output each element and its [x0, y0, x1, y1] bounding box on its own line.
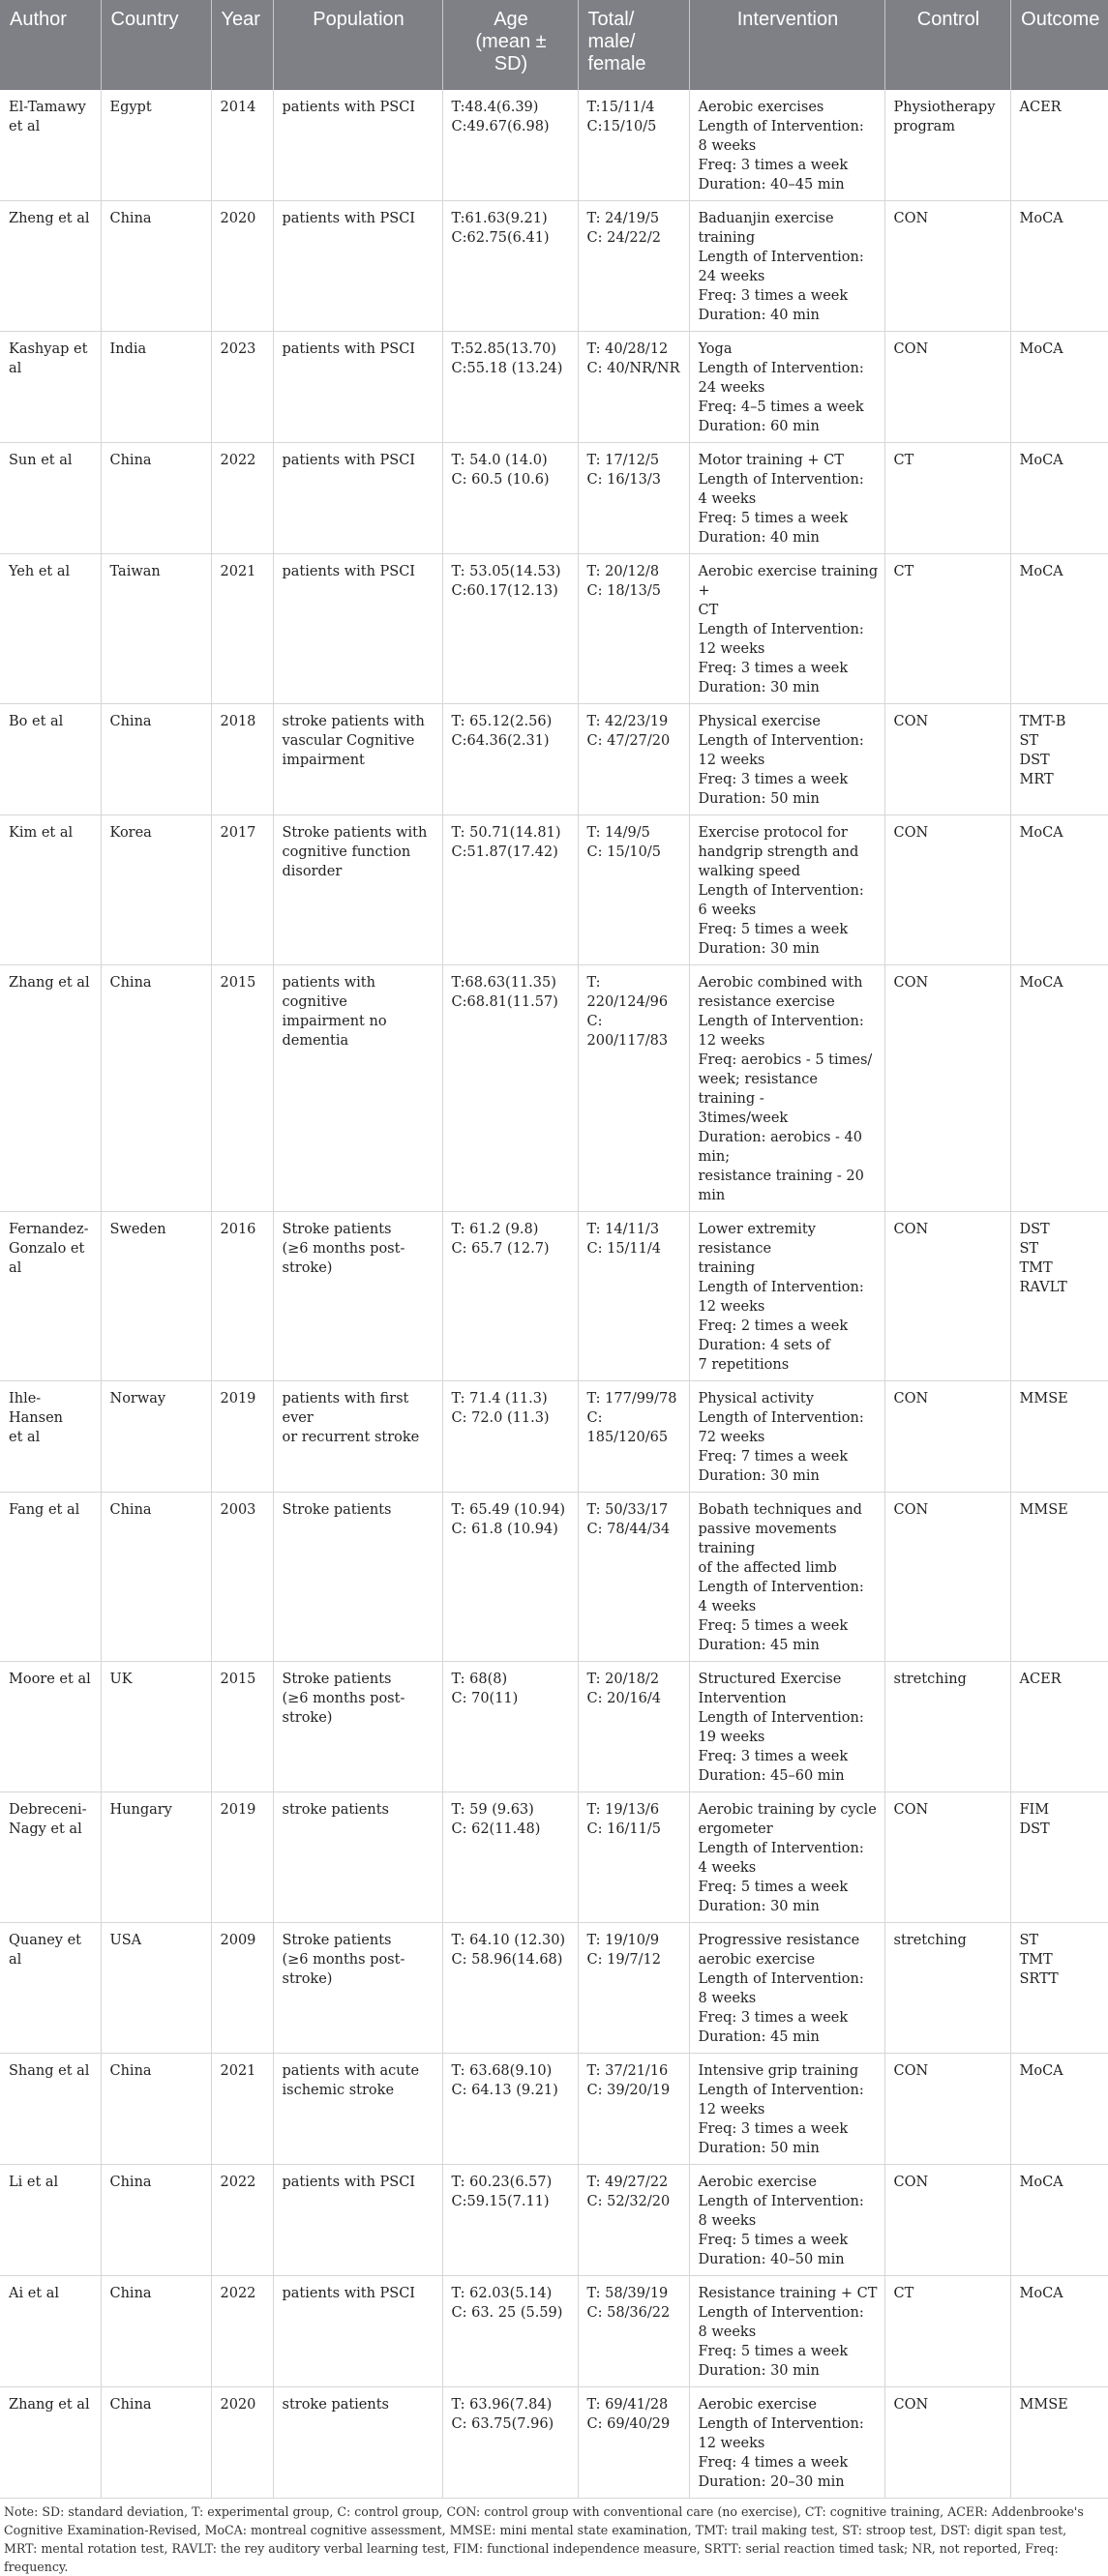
cell-author: Quaney et al — [0, 1923, 101, 2054]
table-header-row — [0, 0, 1108, 90]
cell-intervention: Intensive grip training Length of Intervention: 12 weeks Freq: 3 times a week Duration: 50 min — [689, 2054, 884, 2165]
cell-country: China — [101, 2387, 211, 2499]
cell-total: T: 40/28/12 C: 40/NR/NR — [578, 332, 689, 443]
cell-author: Moore et al — [0, 1662, 101, 1792]
table-row — [0, 332, 1108, 443]
table-row — [0, 2387, 1108, 2499]
cell-age: T: 71.4 (11.3) C: 72.0 (11.3) — [442, 1381, 578, 1493]
cell-control: stretching — [884, 1923, 1010, 2054]
cell-age: T: 65.49 (10.94) C: 61.8 (10.94) — [442, 1493, 578, 1662]
cell-age: T: 60.23(6.57) C:59.15(7.11) — [442, 2165, 578, 2276]
table-row — [0, 1493, 1108, 1662]
cell-total: T: 24/19/5 C: 24/22/2 — [578, 201, 689, 332]
cell-country: China — [101, 2054, 211, 2165]
cell-country: China — [101, 965, 211, 1212]
header-author: Author — [0, 0, 101, 90]
table-row — [0, 443, 1108, 554]
cell-total: T: 69/41/28 C: 69/40/29 — [578, 2387, 689, 2499]
cell-total: T: 20/18/2 C: 20/16/4 — [578, 1662, 689, 1792]
table-row — [0, 90, 1108, 201]
cell-author: Debreceni- Nagy et al — [0, 1792, 101, 1923]
cell-population: patients with PSCI — [273, 554, 442, 704]
cell-outcome: MoCA — [1010, 965, 1108, 1212]
cell-population: patients with PSCI — [273, 90, 442, 201]
cell-year: 2021 — [211, 2054, 273, 2165]
cell-author: Li et al — [0, 2165, 101, 2276]
cell-total: T: 14/11/3 C: 15/11/4 — [578, 1212, 689, 1381]
cell-author: Fang et al — [0, 1493, 101, 1662]
table-row — [0, 1792, 1108, 1923]
cell-outcome: FIM DST — [1010, 1792, 1108, 1923]
cell-year: 2020 — [211, 2387, 273, 2499]
cell-total: T: 19/13/6 C: 16/11/5 — [578, 1792, 689, 1923]
cell-control: CON — [884, 2165, 1010, 2276]
cell-total: T: 177/99/78 C: 185/120/65 — [578, 1381, 689, 1493]
cell-age: T:48.4(6.39) C:49.67(6.98) — [442, 90, 578, 201]
cell-age: T: 59 (9.63) C: 62(11.48) — [442, 1792, 578, 1923]
cell-outcome: MoCA — [1010, 332, 1108, 443]
cell-population: Stroke patients (≥6 months post- stroke) — [273, 1662, 442, 1792]
cell-year: 2015 — [211, 1662, 273, 1792]
cell-population: Stroke patients with cognitive function disorder — [273, 815, 442, 965]
cell-year: 2018 — [211, 704, 273, 815]
cell-control: stretching — [884, 1662, 1010, 1792]
table-row — [0, 1212, 1108, 1381]
table-row — [0, 2276, 1108, 2387]
cell-population: Stroke patients — [273, 1493, 442, 1662]
cell-year: 2017 — [211, 815, 273, 965]
cell-intervention: Aerobic training by cycle ergometer Length of Intervention: 4 weeks Freq: 5 times a week Duration: 30 min — [689, 1792, 884, 1923]
cell-age: T: 63.68(9.10) C: 64.13 (9.21) — [442, 2054, 578, 2165]
cell-age: T: 62.03(5.14) C: 63. 25 (5.59) — [442, 2276, 578, 2387]
cell-author: Yeh et al — [0, 554, 101, 704]
cell-age: T: 68(8) C: 70(11) — [442, 1662, 578, 1792]
cell-total: T: 50/33/17 C: 78/44/34 — [578, 1493, 689, 1662]
cell-control: CON — [884, 2054, 1010, 2165]
cell-year: 2021 — [211, 554, 273, 704]
cell-population: patients with PSCI — [273, 2165, 442, 2276]
cell-year: 2019 — [211, 1792, 273, 1923]
cell-intervention: Resistance training + CT Length of Intervention: 8 weeks Freq: 5 times a week Duration: 30 min — [689, 2276, 884, 2387]
header-total: Total/ male/ female — [578, 0, 689, 90]
cell-intervention: Physical activity Length of Intervention: 72 weeks Freq: 7 times a week Duration: 30 min — [689, 1381, 884, 1493]
cell-intervention: Physical exercise Length of Intervention: 12 weeks Freq: 3 times a week Duration: 50 min — [689, 704, 884, 815]
cell-control: Physiotherapy program — [884, 90, 1010, 201]
cell-control: CT — [884, 554, 1010, 704]
cell-age: T: 50.71(14.81) C:51.87(17.42) — [442, 815, 578, 965]
cell-age: T: 61.2 (9.8) C: 65.7 (12.7) — [442, 1212, 578, 1381]
cell-control: CON — [884, 1792, 1010, 1923]
table-row — [0, 1923, 1108, 2054]
cell-intervention: Aerobic exercise Length of Intervention: 8 weeks Freq: 5 times a week Duration: 40–50 min — [689, 2165, 884, 2276]
cell-population: patients with acute ischemic stroke — [273, 2054, 442, 2165]
cell-total: T: 220/124/96 C: 200/117/83 — [578, 965, 689, 1212]
cell-year: 2003 — [211, 1493, 273, 1662]
cell-author: Zhang et al — [0, 2387, 101, 2499]
cell-control: CON — [884, 965, 1010, 1212]
cell-population: stroke patients — [273, 2387, 442, 2499]
cell-country: China — [101, 201, 211, 332]
cell-outcome: MMSE — [1010, 2387, 1108, 2499]
cell-author: Ihle-Hansen et al — [0, 1381, 101, 1493]
cell-year: 2009 — [211, 1923, 273, 2054]
cell-age: T: 53.05(14.53) C:60.17(12.13) — [442, 554, 578, 704]
cell-intervention: Bobath techniques and passive movements training of the affected limb Length of Intervention: 4 weeks Freq: 5 times a week Duration: 45 min — [689, 1493, 884, 1662]
cell-total: T:15/11/4 C:15/10/5 — [578, 90, 689, 201]
cell-year: 2016 — [211, 1212, 273, 1381]
cell-year: 2022 — [211, 2276, 273, 2387]
cell-country: China — [101, 2165, 211, 2276]
header-intervention: Intervention — [689, 0, 884, 90]
cell-outcome: ACER — [1010, 90, 1108, 201]
cell-control: CON — [884, 815, 1010, 965]
cell-country: Sweden — [101, 1212, 211, 1381]
cell-outcome: MoCA — [1010, 201, 1108, 332]
cell-country: UK — [101, 1662, 211, 1792]
cell-country: China — [101, 1493, 211, 1662]
cell-outcome: MMSE — [1010, 1381, 1108, 1493]
table-row — [0, 704, 1108, 815]
table-footnote: Note: SD: standard deviation, T: experimental group, C: control group, CON: control group with conventional care (no exercise), CT: cognitive training, ACER: Addenbrooke's Cognitive Examination-Revised, MoCA: montreal cognitive assessment, MMSE: mini mental state examination, TMT: trail making test, ST: stroop test, DST: digit span test, MRT: mental rotation test, RAVLT: the rey auditory verbal learning test, FIM: functional independence measure, SRTT: serial reaction timed task; NR, not reported, Freq: frequency. — [4, 2504, 1084, 2574]
cell-outcome: ACER — [1010, 1662, 1108, 1792]
cell-control: CON — [884, 704, 1010, 815]
cell-population: stroke patients — [273, 1792, 442, 1923]
cell-total: T: 19/10/9 C: 19/7/12 — [578, 1923, 689, 2054]
cell-age: T: 65.12(2.56) C:64.36(2.31) — [442, 704, 578, 815]
cell-outcome: TMT-B ST DST MRT — [1010, 704, 1108, 815]
table-body — [0, 90, 1108, 2499]
cell-outcome: MoCA — [1010, 2054, 1108, 2165]
header-population: Population — [273, 0, 442, 90]
cell-intervention: Motor training + CT Length of Intervention: 4 weeks Freq: 5 times a week Duration: 40 min — [689, 443, 884, 554]
cell-country: Norway — [101, 1381, 211, 1493]
cell-population: Stroke patients (≥6 months post- stroke) — [273, 1923, 442, 2054]
cell-control: CON — [884, 332, 1010, 443]
cell-author: Shang et al — [0, 2054, 101, 2165]
header-age: Age (mean ± SD) — [442, 0, 578, 90]
cell-control: CON — [884, 201, 1010, 332]
cell-outcome: DST ST TMT RAVLT — [1010, 1212, 1108, 1381]
cell-population: patients with first ever or recurrent stroke — [273, 1381, 442, 1493]
table-row — [0, 815, 1108, 965]
header-year: Year — [211, 0, 273, 90]
cell-year: 2022 — [211, 443, 273, 554]
table-row — [0, 201, 1108, 332]
cell-intervention: Exercise protocol for handgrip strength and walking speed Length of Intervention: 6 weeks Freq: 5 times a week Duration: 30 min — [689, 815, 884, 965]
cell-country: Hungary — [101, 1792, 211, 1923]
cell-intervention: Aerobic exercises Length of Intervention: 8 weeks Freq: 3 times a week Duration: 40–45 min — [689, 90, 884, 201]
cell-author: Bo et al — [0, 704, 101, 815]
cell-author: Kashyap et al — [0, 332, 101, 443]
cell-author: El-Tamawy et al — [0, 90, 101, 201]
header-outcome: Outcome — [1010, 0, 1108, 90]
cell-population: patients with PSCI — [273, 443, 442, 554]
cell-total: T: 17/12/5 C: 16/13/3 — [578, 443, 689, 554]
cell-year: 2022 — [211, 2165, 273, 2276]
cell-author: Ai et al — [0, 2276, 101, 2387]
cell-author: Sun et al — [0, 443, 101, 554]
cell-country: Korea — [101, 815, 211, 965]
cell-control: CT — [884, 2276, 1010, 2387]
cell-population: stroke patients with vascular Cognitive impairment — [273, 704, 442, 815]
cell-age: T: 63.96(7.84) C: 63.75(7.96) — [442, 2387, 578, 2499]
cell-population: patients with cognitive impairment no dementia — [273, 965, 442, 1212]
cell-age: T:68.63(11.35) C:68.81(11.57) — [442, 965, 578, 1212]
cell-intervention: Aerobic combined with resistance exercise Length of Intervention: 12 weeks Freq: aerobics - 5 times/ week; resistance training - 3times/week Duration: aerobics - 40 min; resistance training - 20 min — [689, 965, 884, 1212]
cell-total: T: 20/12/8 C: 18/13/5 — [578, 554, 689, 704]
cell-age: T:61.63(9.21) C:62.75(6.41) — [442, 201, 578, 332]
cell-control: CT — [884, 443, 1010, 554]
cell-author: Kim et al — [0, 815, 101, 965]
cell-total: T: 49/27/22 C: 52/32/20 — [578, 2165, 689, 2276]
cell-author: Zhang et al — [0, 965, 101, 1212]
cell-control: CON — [884, 1212, 1010, 1381]
cell-country: China — [101, 2276, 211, 2387]
cell-intervention: Lower extremity resistance training Length of Intervention: 12 weeks Freq: 2 times a week Duration: 4 sets of 7 repetitions — [689, 1212, 884, 1381]
cell-country: Taiwan — [101, 554, 211, 704]
cell-year: 2014 — [211, 90, 273, 201]
cell-author: Zheng et al — [0, 201, 101, 332]
cell-intervention: Yoga Length of Intervention: 24 weeks Freq: 4–5 times a week Duration: 60 min — [689, 332, 884, 443]
cell-author: Fernandez- Gonzalo et al — [0, 1212, 101, 1381]
cell-outcome: MoCA — [1010, 443, 1108, 554]
cell-intervention: Aerobic exercise training + CT Length of Intervention: 12 weeks Freq: 3 times a week Duration: 30 min — [689, 554, 884, 704]
cell-outcome: MoCA — [1010, 815, 1108, 965]
table-row — [0, 2165, 1108, 2276]
cell-outcome: MoCA — [1010, 554, 1108, 704]
cell-year: 2019 — [211, 1381, 273, 1493]
header-country: Country — [101, 0, 211, 90]
cell-country: India — [101, 332, 211, 443]
cell-outcome: MoCA — [1010, 2165, 1108, 2276]
cell-population: Stroke patients (≥6 months post- stroke) — [273, 1212, 442, 1381]
cell-intervention: Structured Exercise Intervention Length of Intervention: 19 weeks Freq: 3 times a week Duration: 45–60 min — [689, 1662, 884, 1792]
cell-age: T: 54.0 (14.0) C: 60.5 (10.6) — [442, 443, 578, 554]
cell-year: 2020 — [211, 201, 273, 332]
cell-year: 2015 — [211, 965, 273, 1212]
cell-control: CON — [884, 1493, 1010, 1662]
cell-total: T: 37/21/16 C: 39/20/19 — [578, 2054, 689, 2165]
cell-total: T: 14/9/5 C: 15/10/5 — [578, 815, 689, 965]
table-row — [0, 1662, 1108, 1792]
cell-population: patients with PSCI — [273, 332, 442, 443]
cell-population: patients with PSCI — [273, 201, 442, 332]
table-row — [0, 965, 1108, 1212]
cell-total: T: 58/39/19 C: 58/36/22 — [578, 2276, 689, 2387]
cell-population: patients with PSCI — [273, 2276, 442, 2387]
cell-age: T:52.85(13.70) C:55.18 (13.24) — [442, 332, 578, 443]
cell-year: 2023 — [211, 332, 273, 443]
cell-outcome: ST TMT SRTT — [1010, 1923, 1108, 2054]
cell-outcome: MMSE — [1010, 1493, 1108, 1662]
cell-country: USA — [101, 1923, 211, 2054]
cell-outcome: MoCA — [1010, 2276, 1108, 2387]
cell-total: T: 42/23/19 C: 47/27/20 — [578, 704, 689, 815]
cell-control: CON — [884, 1381, 1010, 1493]
cell-country: Egypt — [101, 90, 211, 201]
table-row — [0, 2054, 1108, 2165]
cell-age: T: 64.10 (12.30) C: 58.96(14.68) — [442, 1923, 578, 2054]
cell-intervention: Baduanjin exercise training Length of Intervention: 24 weeks Freq: 3 times a week Duration: 40 min — [689, 201, 884, 332]
table-row — [0, 554, 1108, 704]
header-control: Control — [884, 0, 1010, 90]
table-row — [0, 1381, 1108, 1493]
cell-control: CON — [884, 2387, 1010, 2499]
cell-country: China — [101, 704, 211, 815]
cell-intervention: Aerobic exercise Length of Intervention: 12 weeks Freq: 4 times a week Duration: 20–30 min — [689, 2387, 884, 2499]
cell-country: China — [101, 443, 211, 554]
cell-intervention: Progressive resistance aerobic exercise Length of Intervention: 8 weeks Freq: 3 times a week Duration: 45 min — [689, 1923, 884, 2054]
